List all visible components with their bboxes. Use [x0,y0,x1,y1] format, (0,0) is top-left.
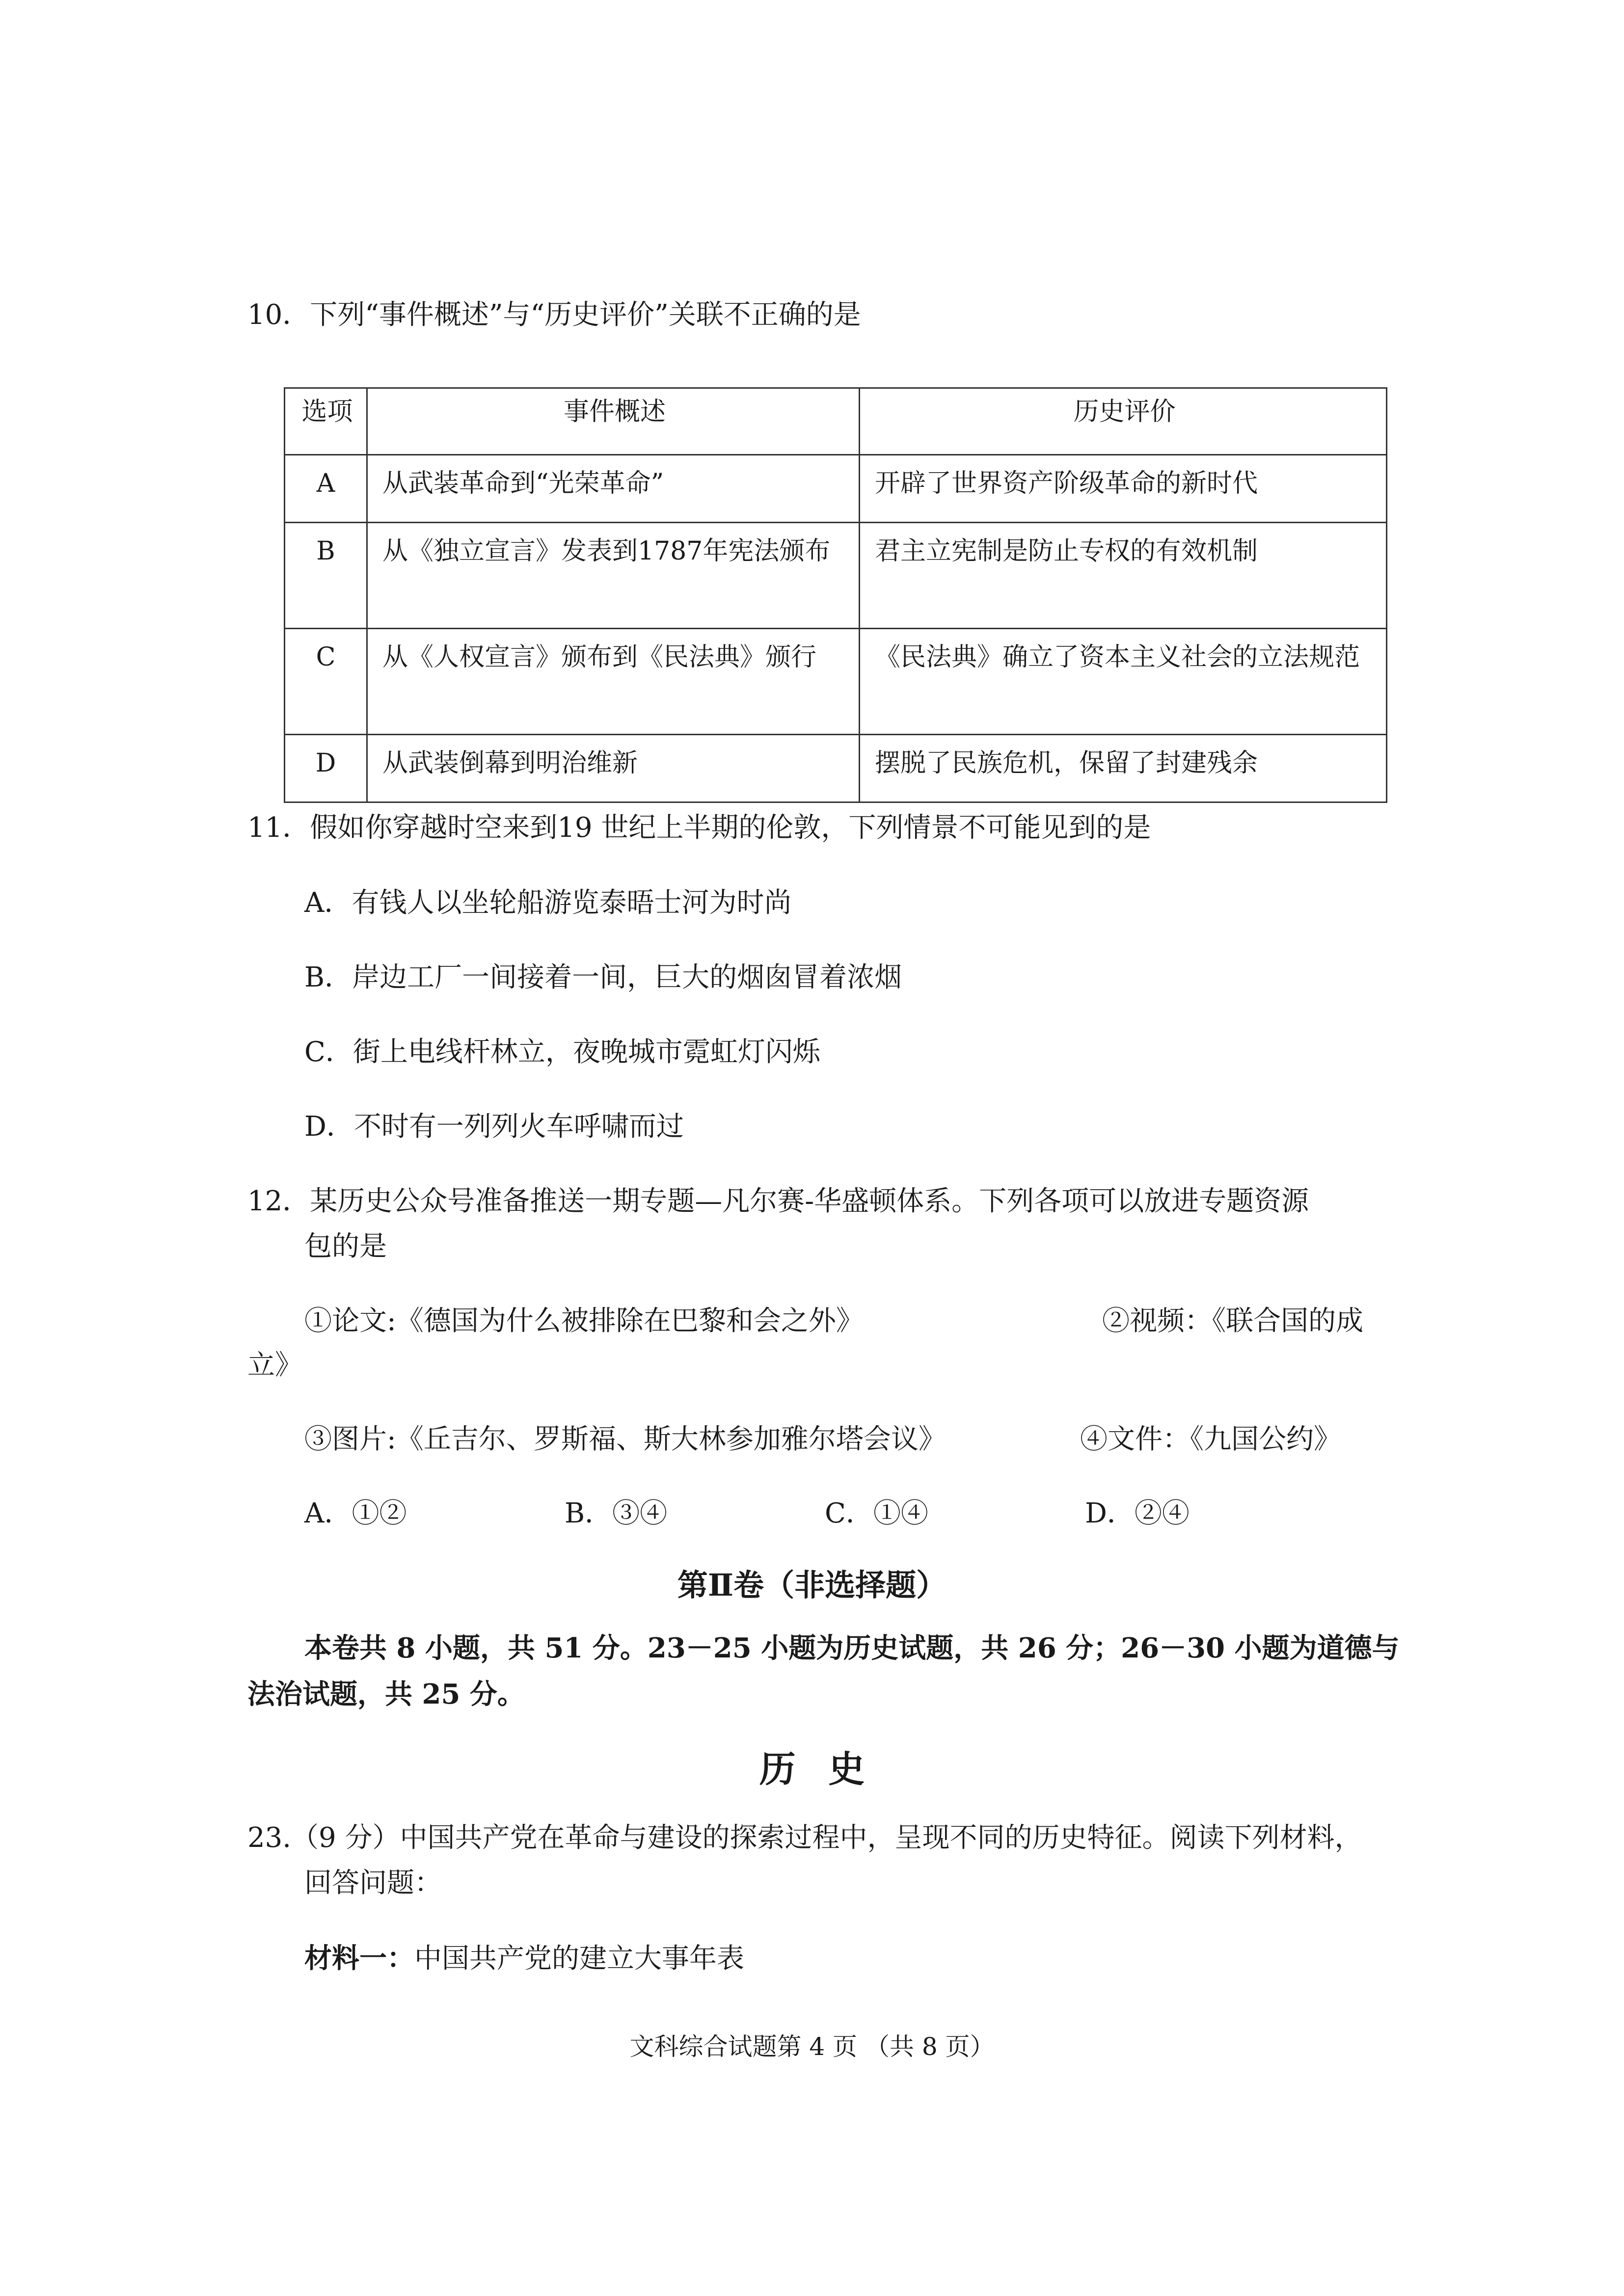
q11-stem: 11．假如你穿越时空来到19 世纪上半期的伦敦，下列情景不可能见到的是 [247,812,1151,844]
row-evaluation: 《民法典》确立了资本主义社会的立法规范 [860,629,1387,735]
row-evaluation: 君主立宪制是防止专权的有效机制 [860,523,1387,629]
q12-choice-b: B．③④ [565,1497,668,1529]
q12-item-3: ③图片:《丘吉尔、罗斯福、斯大林参加雅尔塔会议》 [304,1423,946,1455]
row-evaluation: 摆脱了民族危机，保留了封建残余 [860,735,1387,802]
row-option: C [285,629,367,735]
q11-option-b: B．岸边工厂一间接着一间，巨大的烟囱冒着浓烟 [304,961,902,993]
q12-item-4: ④文件：《九国公约》 [1080,1423,1341,1455]
header-event: 事件概述 [367,388,860,455]
q11-option-c: C．街上电线杆林立，夜晚城市霓虹灯闪烁 [304,1036,820,1068]
q12-stem-line1: 12．某历史公众号准备推送一期专题—凡尔赛-华盛顿体系。下列各项可以放进专题资源 [247,1185,1309,1217]
row-event: 从武装革命到“光荣革命” [367,455,860,523]
q12-item-2: ②视频：《联合国的成 [1102,1305,1363,1337]
section2-intro-line1: 本卷共 8 小题，共 51 分。23－25 小题为历史试题，共 26 分；26－30 小题为道德与 [304,1632,1400,1664]
row-option: D [285,735,367,802]
q12-choice-d: D．②④ [1085,1497,1190,1529]
q10-stem: 10．下列“事件概述”与“历史评价”关联不正确的是 [247,299,861,331]
q12-stem-line2: 包的是 [304,1230,387,1262]
history-title: 历史 [759,1748,897,1790]
table-header-row [285,388,1387,455]
row-option: B [285,523,367,629]
table-row [285,455,1387,523]
q23-line2: 回答问题： [304,1867,442,1899]
q12-item-1: ①论文:《德国为什么被排除在巴黎和会之外》 [304,1305,864,1337]
row-event: 从武装倒幕到明治维新 [367,735,860,802]
q11-option-d: D．不时有一列列火车呼啸而过 [304,1111,684,1143]
header-option: 选项 [285,388,367,455]
table-row [285,629,1387,735]
q12-item-2-cont: 立》 [247,1349,302,1381]
material1 [304,1939,744,1978]
section2-intro-line2: 法治试题，共 25 分。 [247,1678,525,1710]
q12-choice-c: C．①④ [825,1497,928,1529]
material1-label: 材料一： [304,1942,414,1975]
section2-title: 第Ⅱ卷（非选择题） [677,1567,947,1603]
q11-option-a: A．有钱人以坐轮船游览泰晤士河为时尚 [304,887,792,919]
row-evaluation: 开辟了世界资产阶级革命的新时代 [860,455,1387,523]
material1-text: 中国共产党的建立大事年表 [414,1943,744,1975]
q10-table [284,387,1387,803]
table-row [285,523,1387,629]
q23-line1: 23.（9 分）中国共产党在革命与建设的探索过程中，呈现不同的历史特征。阅读下列材料， [247,1822,1362,1854]
table-row [285,735,1387,802]
row-option: A [285,455,367,523]
row-event: 从《人权宣言》颁布到《民法典》颁行 [367,629,860,735]
header-evaluation: 历史评价 [860,388,1387,455]
page-footer: 文科综合试题第 4 页 （共 8 页） [629,2032,995,2061]
row-event: 从《独立宣言》发表到1787年宪法颁布 [367,523,860,629]
q12-choice-a: A．①② [304,1497,407,1529]
